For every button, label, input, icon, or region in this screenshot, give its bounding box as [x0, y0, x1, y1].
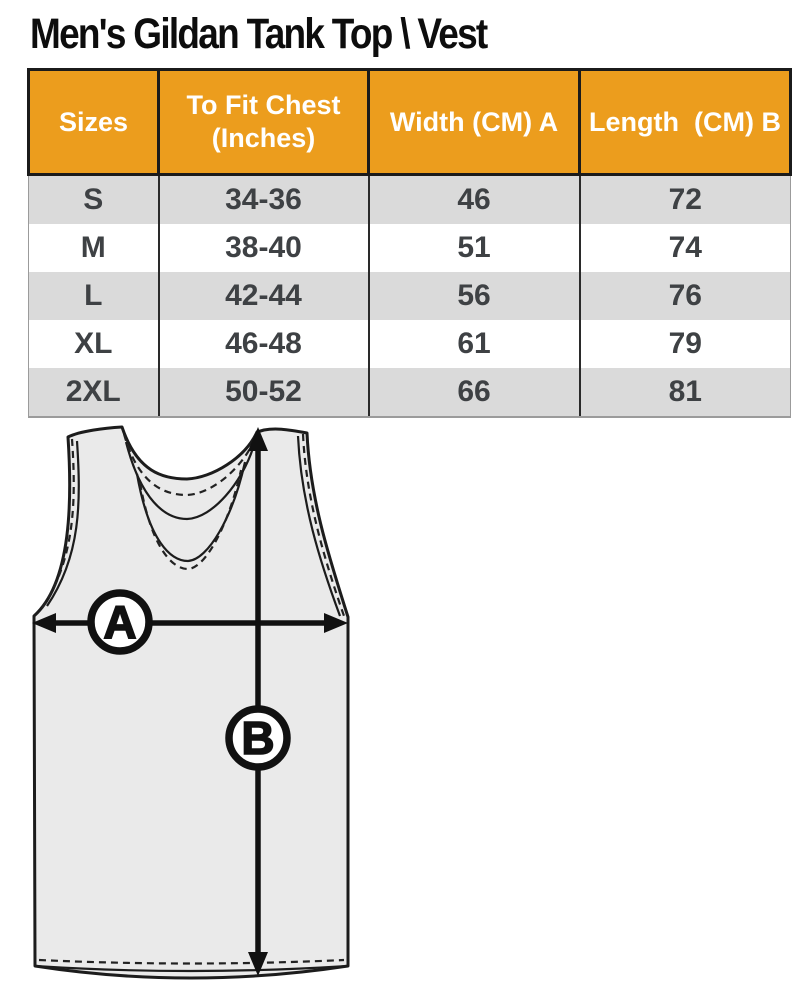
length-label-badge [229, 709, 287, 767]
cell-width: 56 [369, 272, 580, 320]
header-length: Length (CM) B [580, 70, 791, 175]
cell-length: 79 [580, 320, 791, 368]
cell-chest: 38-40 [159, 224, 369, 272]
cell-chest: 42-44 [159, 272, 369, 320]
cell-size: 2XL [29, 368, 159, 417]
cell-length: 72 [580, 175, 791, 225]
header-row [29, 70, 791, 175]
cell-size: M [29, 224, 159, 272]
table-row [29, 175, 791, 225]
width-label-badge [91, 593, 149, 651]
cell-width: 61 [369, 320, 580, 368]
cell-length: 81 [580, 368, 791, 417]
table-row [29, 320, 791, 368]
length-label: B [241, 712, 275, 764]
table-row [29, 272, 791, 320]
width-label: A [103, 596, 137, 648]
tank-top-measurement-diagram [25, 420, 355, 995]
size-chart-table [27, 68, 792, 418]
cell-length: 76 [580, 272, 791, 320]
cell-width: 51 [369, 224, 580, 272]
cell-size: L [29, 272, 159, 320]
cell-width: 66 [369, 368, 580, 417]
table-row [29, 224, 791, 272]
header-chest: To Fit Chest (Inches) [159, 70, 369, 175]
cell-chest: 34-36 [159, 175, 369, 225]
cell-size: XL [29, 320, 159, 368]
tank-top-outline [34, 427, 348, 978]
cell-width: 46 [369, 175, 580, 225]
header-width: Width (CM) A [369, 70, 580, 175]
page-title: Men's Gildan Tank Top \ Vest [30, 10, 487, 58]
table-row [29, 368, 791, 417]
cell-size: S [29, 175, 159, 225]
cell-chest: 50-52 [159, 368, 369, 417]
header-sizes: Sizes [29, 70, 159, 175]
cell-length: 74 [580, 224, 791, 272]
cell-chest: 46-48 [159, 320, 369, 368]
table-header [29, 70, 791, 175]
